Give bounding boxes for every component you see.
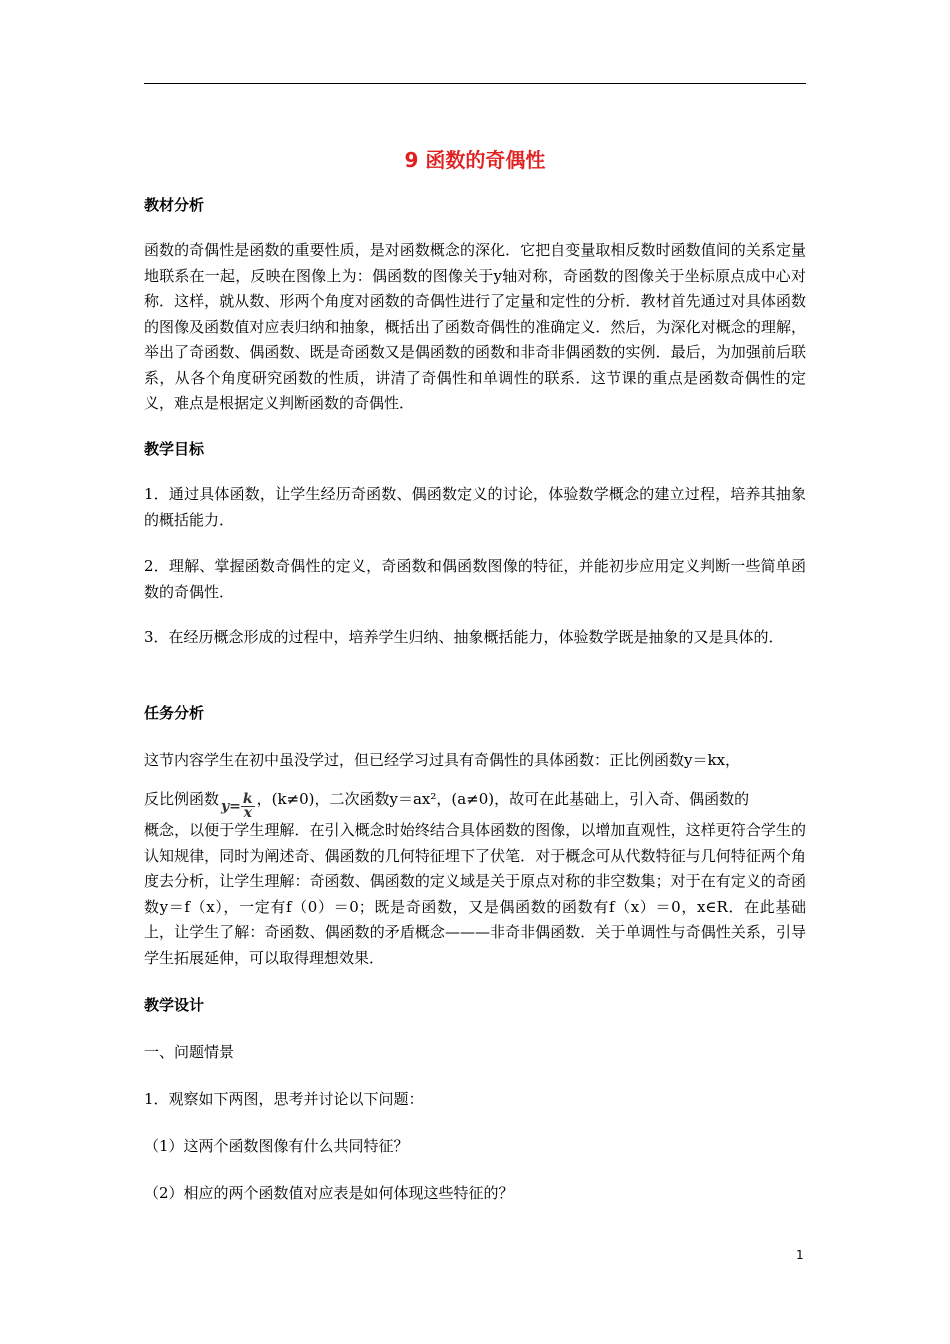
question-1b: （2）相应的两个函数值对应表是如何体现这些特征的？ — [144, 1184, 514, 1202]
task-line-1: 这节内容学生在初中虽没学过，但已经学习过具有奇偶性的具体函数：正比例函数y＝kx， — [144, 751, 741, 769]
section-heading-design: 教学设计 — [144, 996, 205, 1014]
formula-y: y= — [221, 798, 241, 814]
section-heading-goals: 教学目标 — [144, 440, 205, 458]
header-rule — [144, 83, 806, 84]
formula-numerator: k — [242, 790, 253, 807]
goal-item-2: 2．理解、掌握函数奇偶性的定义，奇函数和偶函数图像的特征，并能初步应用定义判断一些简单函数的奇偶性． — [144, 557, 806, 601]
goal-item-3: 3．在经历概念形成的过程中，培养学生归纳、抽象概括能力，体验数学既是抽象的又是具体的． — [144, 628, 784, 646]
formula-denominator: x — [243, 804, 252, 821]
task-line-2-suffix: ，(k≠0)，二次函数y＝ax²，(a≠0)，故可在此基础上，引入奇、偶函数的 — [256, 790, 750, 808]
analysis-paragraph: 函数的奇偶性是函数的重要性质，是对函数概念的深化．它把自变量取相反数时函数值间的关系定量地联系在一起，反映在图像上为：偶函数的图像关于y轴对称，奇函数的图像关于坐标原点成中心对称．这样，就从数、形两个角度对函数的奇偶性进行了定量和定性的分析．教材首先通过对具体函数的图像及函数值对应表归纳和抽象，概括出了函数奇偶性的准确定义．然后，为深化对概念的理解，举出了奇函数、偶函数、既是奇函数又是偶函数的函数和非奇非偶函数的实例．最后，为加强前后联系，从各个角度研究函数的性质，讲清了奇偶性和单调性的联系．这节课的重点是函数奇偶性的定义，难点是根据定义判断函数的奇偶性． — [144, 241, 806, 412]
section-heading-analysis: 教材分析 — [144, 196, 205, 214]
design-subheading: 一、问题情景 — [144, 1043, 235, 1061]
question-1a: （1）这两个函数图像有什么共同特征？ — [144, 1137, 409, 1155]
task-paragraph: 概念，以便于学生理解．在引入概念时始终结合具体函数的图像，以增加直观性，这样更符合学生的认知规律，同时为阐述奇、偶函数的几何特征埋下了伏笔．对于概念可从代数特征与几何特征两个角度去分析，让学生理解：奇函数、偶函数的定义域是关于原点对称的非空数集；对于在有定义的奇函数y＝f（x），一定有f（0）＝0；既是奇函数，又是偶函数的函数有f（x）＝0，x∈R．在此基础上，让学生了解：奇函数、偶函数的矛盾概念———非奇非偶函数．关于单调性与奇偶性关系，引导学生拓展延伸，可以取得理想效果． — [144, 821, 806, 967]
task-line-2-prefix: 反比例函数 — [144, 790, 220, 808]
formula-fraction — [241, 790, 255, 821]
page-title: 9 函数的奇偶性 — [404, 148, 546, 172]
goal-item-1: 1．通过具体函数，让学生经历奇函数、偶函数定义的讨论，体验数学概念的建立过程，培养其抽象的概括能力． — [144, 485, 806, 529]
inverse-proportion-formula — [221, 790, 255, 821]
page-number: 1 — [796, 1248, 804, 1262]
section-heading-task: 任务分析 — [144, 704, 205, 722]
task-line-2 — [144, 788, 806, 820]
question-1: 1．观察如下两图，思考并讨论以下问题： — [144, 1090, 424, 1108]
